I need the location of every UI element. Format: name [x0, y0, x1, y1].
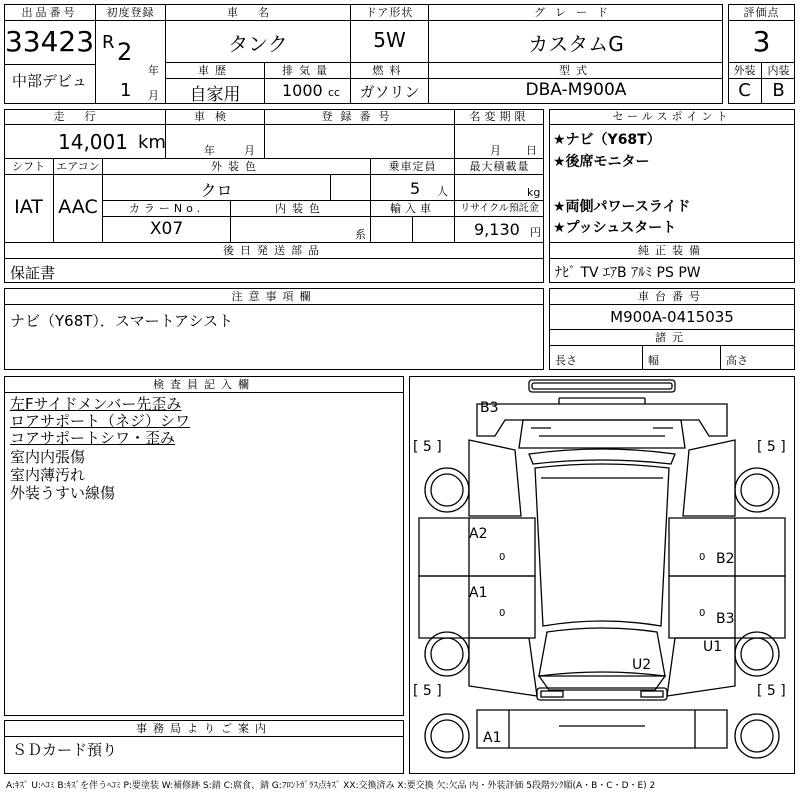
lot-no-label: 出品番号 [21, 6, 78, 19]
fuel: ガソリン [359, 83, 420, 101]
right-front-door [669, 518, 785, 576]
car-diagram [409, 376, 795, 774]
displacement-label: 排気量 [282, 64, 333, 77]
grade: カスタムG [528, 32, 624, 56]
region: 中部デビュ [11, 72, 87, 90]
rear-left-quarter [469, 638, 537, 696]
reg-month-unit: 月 [148, 89, 159, 102]
mark-zero-b: 0 [499, 608, 506, 619]
hood-outline [519, 420, 685, 448]
right-rear-door [669, 576, 785, 638]
car-name-label: 車名 [227, 6, 289, 19]
equipment-label: 純正装備 [638, 244, 706, 257]
notes-label: 注意事項欄 [231, 290, 317, 303]
chassis-label: 車台番号 [638, 290, 706, 303]
capacity-label: 乗車定員 [388, 160, 437, 173]
roof-strip-outline [529, 380, 675, 392]
width-label: 幅 [648, 354, 659, 367]
specs-label: 諸元 [655, 331, 689, 344]
color: クロ [200, 181, 233, 200]
fuel-label: 燃料 [372, 64, 407, 77]
capacity-unit: 人 [437, 185, 448, 198]
inspector-line-4: 室内内張傷 [10, 448, 86, 466]
ac-label: エアコン [56, 160, 100, 173]
max-load-unit: kg [527, 186, 541, 199]
recycle-unit: 円 [530, 226, 541, 239]
mileage-unit: km [138, 132, 166, 153]
mileage: 14,001 [58, 130, 128, 154]
inspection-year-unit: 年 [204, 144, 215, 157]
mark-a1-left: A1 [469, 585, 488, 601]
color-no-label: カラーNo. [128, 202, 205, 215]
legend: A:ｷｽﾞ U:ﾍｺﾐ B:ｷｽﾞを伴うﾍｺﾐ P:要塗装 W:補修跡 S:錆 C:腐食、錆 G:ﾌﾛﾝﾄｶﾞﾗｽ点ｷｽﾞ XX:交換済み X:要交換 欠:欠品 内・外装評価 5段階ﾗﾝｸ順(A・B・C・D・E) 2 [6, 781, 656, 791]
model-code: DBA-M900A [525, 80, 627, 100]
inspection-label: 車検 [194, 110, 236, 123]
grade-label: グレード [534, 6, 618, 19]
inspector-line-5: 室内薄汚れ [10, 466, 86, 484]
ac: AAC [58, 196, 98, 218]
era: R [102, 32, 115, 53]
shift: IAT [14, 196, 43, 218]
history-label: 車歴 [198, 64, 232, 77]
rear-right-quarter [667, 638, 735, 696]
name-change-month-unit: 月 [490, 144, 501, 157]
mileage-label: 走行 [53, 110, 116, 123]
sales-point-2: ★後席モニター [553, 154, 650, 170]
mark-zero-d: 0 [699, 608, 706, 619]
mark-zero-a: 0 [499, 552, 506, 563]
mark-b3-top: B3 [480, 400, 499, 416]
mark-u2: U2 [632, 657, 652, 673]
office-label: 事務局よりご案内 [136, 722, 272, 735]
shift-label: シフト [12, 160, 45, 173]
recycle-label: リサイクル預託金 [460, 203, 539, 214]
inspector-label: 検査員記入欄 [153, 378, 255, 391]
car-name: タンク [228, 32, 288, 56]
exterior-label: 外装 [733, 64, 756, 77]
lower-bumper-outline [477, 710, 727, 748]
tyre-rear-left: [ 5 ] [413, 683, 442, 699]
sales-points-label: セールスポイント [612, 110, 732, 123]
tyre-front-right: [ 5 ] [757, 439, 786, 455]
exterior-grade: C [738, 80, 751, 101]
name-change-label: 名変期限 [469, 110, 530, 123]
interior-color-unit: 系 [355, 228, 366, 241]
height-label: 高さ [726, 354, 748, 367]
sales-point-4: ★両側パワースライド [553, 199, 691, 215]
equipment: ﾅﾋﾞ TV ｴｱB ｱﾙﾐ PS PW [555, 265, 701, 281]
interior-color-label: 内装色 [275, 202, 326, 215]
tyre-front-left: [ 5 ] [413, 439, 442, 455]
sales-point-1: ★ナビ（Y68T） [553, 132, 661, 148]
inspector-line-3: コアサポートシワ・歪み [10, 429, 176, 447]
front-left-fender [469, 440, 521, 516]
name-change-day-unit: 日 [526, 144, 537, 157]
interior-grade: B [772, 80, 785, 101]
mark-b3-right: B3 [716, 611, 735, 627]
inspector-line-6: 外装うすい線傷 [10, 484, 116, 502]
reg-year: 2 [117, 38, 133, 66]
color-label: 外装色 [211, 160, 262, 173]
mark-a2: A2 [469, 526, 488, 542]
displacement: 1000 [282, 81, 323, 100]
roof-outline [535, 464, 669, 626]
first-reg-label: 初度登録 [106, 6, 155, 19]
recycle: 9,130 [474, 220, 520, 239]
lot-no: 33423 [4, 25, 95, 58]
windshield-outline [529, 449, 675, 464]
import-label: 輸入車 [390, 202, 435, 215]
front-right-fender [683, 440, 735, 516]
mark-a1-bottom: A1 [483, 730, 502, 746]
inspection-month-unit: 月 [244, 144, 255, 157]
max-load-label: 最大積載量 [469, 160, 530, 173]
reg-no-label: 登録番号 [321, 110, 398, 123]
mark-b2: B2 [716, 551, 735, 567]
door: 5W [373, 28, 406, 52]
interior-label: 内装 [767, 64, 790, 77]
reg-month: 1 [120, 80, 132, 101]
color-no: X07 [149, 219, 184, 239]
inspector-line-1: 左Fサイドメンバー先歪み [10, 395, 182, 413]
capacity: 5 [410, 179, 421, 198]
reg-year-unit: 年 [148, 64, 159, 77]
door-label: ドア形状 [365, 6, 414, 19]
score: 3 [752, 25, 771, 58]
sales-point-5: ★プッシュスタート [553, 220, 677, 236]
model-code-label: 型式 [559, 64, 593, 77]
length-label: 長さ [555, 354, 577, 367]
later-parts: 保証書 [10, 264, 56, 282]
notes: ナビ（Y68T）．スマートアシスト [10, 312, 234, 330]
chassis-no: M900A-0415035 [610, 308, 734, 326]
history: 自家用 [189, 85, 241, 105]
later-parts-label: 後日発送部品 [223, 244, 325, 257]
inspector-line-2: ロアサポート（ネジ）シワ [10, 412, 191, 430]
mark-zero-c: 0 [699, 552, 706, 563]
mark-u1: U1 [703, 639, 723, 655]
office-note: ＳＤカード預り [12, 741, 118, 759]
displacement-unit: cc [328, 86, 341, 99]
score-label: 評価点 [743, 6, 780, 19]
tyre-rear-right: [ 5 ] [757, 683, 786, 699]
